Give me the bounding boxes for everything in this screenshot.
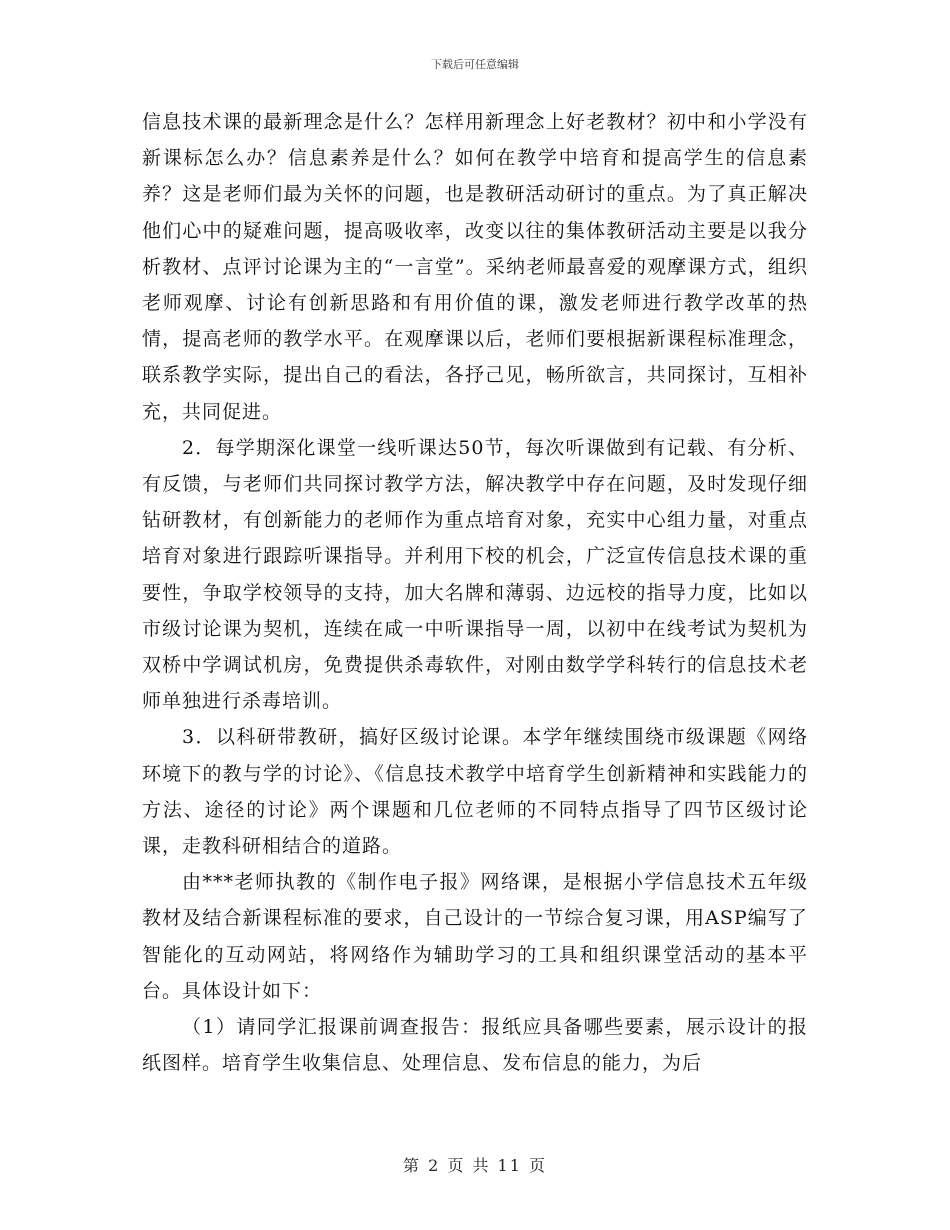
- page-header-note: 下载后可任意编辑: [431, 58, 519, 71]
- paragraph-e-newspaper-lesson: 由***老师执教的《制作电子报》网络课，是根据小学信息技术五年级教材及结合新课程标准的要求，自己设计的一节综合复习课，用ASP编写了智能化的互动网站，将网络作为辅助学习的工具和组织课堂活动的基本平台。具体设计如下：: [142, 871, 808, 1002]
- paragraph-item-3-research-lessons: 3．以科研带教研，搞好区级讨论课。本学年继续围绕市级课题《网络环境下的教与学的讨论》、《信息技术教学中培育学生创新精神和实践能力的方法、途径的讨论》两个课题和几位老师的不同特点指导了四节区级讨论课，走教科研相结合的道路。: [142, 726, 808, 858]
- paragraph-design-step-1: （1）请同学汇报课前调查报告：报纸应具备哪些要素，展示设计的报纸图样。培育学生收集信息、处理信息、发布信息的能力，为后: [142, 1016, 808, 1075]
- document-body: [142, 104, 808, 1081]
- page-number-footer: 第 2 页 共 11 页: [403, 1156, 547, 1175]
- paragraph-concept-questions: 信息技术课的最新理念是什么？怎样用新理念上好老教材？初中和小学没有新课标怎么办？信息素养是什么？如何在教学中培育和提高学生的信息素养？这是老师们最为关怀的问题，也是教研活动研讨的重点。为了真正解决他们心中的疑难问题，提高吸收率，改变以往的集体教研活动主要是以我分析教材、点评讨论课为主的“一言堂”。采纳老师最喜爱的观摩课方式，组织老师观摩、讨论有创新思路和有用价值的课，激发老师进行教学改革的热情，提高老师的教学水平。在观摩课以后，老师们要根据新课程标准理念，联系教学实际，提出自己的看法，各抒己见，畅所欲言，共同探讨，互相补充，共同促进。: [142, 111, 808, 423]
- paragraph-item-2-lesson-observation: 2．每学期深化课堂一线听课达50节，每次听课做到有记载、有分析、有反馈，与老师们共同探讨教学方法，解决教学中存在问题，及时发现仔细钻研教材，有创新能力的老师作为重点培育对象，充实中心组力量，对重点培育对象进行跟踪听课指导。并利用下校的机会，广泛宣传信息技术课的重要性，争取学校领导的支持，加大名牌和薄弱、边远校的指导力度，比如以市级讨论课为契机，连续在咸一中听课指导一周，以初中在线考试为契机为双桥中学调试机房，免费提供杀毒软件，对刚由数学学科转行的信息技术老师单独进行杀毒培训。: [142, 436, 808, 713]
